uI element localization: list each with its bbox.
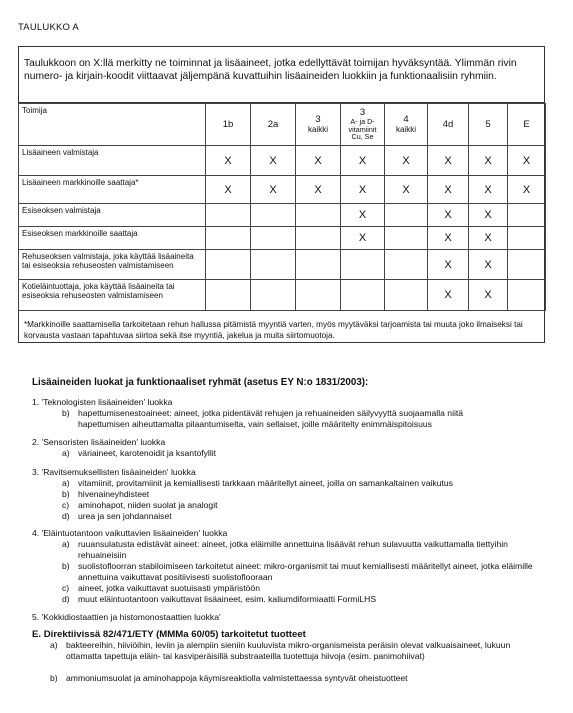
col-code: 3 [359,106,366,118]
item-key: c) [62,500,70,510]
mark-cell [296,250,341,280]
header-col-3-vitamins [341,104,385,146]
list-item [62,539,543,561]
col-sub: kaikki [395,124,416,134]
list-item [50,673,516,684]
list-item [50,640,516,662]
list-item [62,594,518,605]
mark-cell [296,204,341,227]
item-text: muut eläintuotantoon vaikuttavat lisäaineet, esim. kaliumdiformiaatti FormiLHS [78,594,377,604]
row-label: Rehuseoksen valmistaja, joka käyttää lisäaineita tai esiseoksia rehuseosten valmistamiseen [19,250,206,280]
mark-cell [251,280,296,311]
header-col-5 [469,104,508,146]
item-text: aineet, jotka vaikuttavat suotuisasti ympäristöön [78,583,260,593]
mark-cell: X [469,146,508,176]
item-text: bakteereihin, hiiviöihin, leviin ja alempiin sieniin kuuluvista mikro-organismeista peräisin olevat valkuaisaineet, lukuun ottamatta tapettuja eläin- tai kasviperäisillä substraateilla tuotettuja hiivoja (esim. panimohiivat) [66,640,511,661]
row-label: Esiseoksen markkinoille saattaja [19,227,206,250]
approval-table [18,103,546,311]
table-row [19,146,546,176]
item-key: b) [50,673,58,683]
col-code: 5 [485,118,491,130]
mark-cell [508,227,546,250]
list-item [62,500,498,511]
item-text: urea ja sen johdannaiset [78,511,172,521]
list-item [62,478,518,489]
table-header-row [19,104,546,146]
mark-cell: X [341,146,385,176]
mark-cell: X [251,176,296,204]
table-row [19,280,546,311]
col-code: 4 [403,113,409,125]
list-item [62,408,498,430]
table-footnote: *Markkinoille saattamisella tarkoitetaan rehun hallussa pitämistä myyntiä varten, myös myytäväksi tarjoamista tai muuta joko ilmaiseksi tai korvausta vastaan tapahtuvaa siirtoa sekä itse myyntiä, jakelua ja muita siirtomuotoja. [24,320,523,340]
item-key: a) [62,478,70,488]
row-label: Lisäaineen markkinoille saattaja* [19,176,206,204]
item-text: väriaineet, karotenoidit ja ksantofyllit [78,448,217,458]
mark-cell: X [428,204,469,227]
mark-cell [251,227,296,250]
mark-cell: X [469,204,508,227]
header-col-4-kaikki [385,104,428,146]
mark-cell: X [428,176,469,204]
table-row [19,250,546,280]
col-code: 4d [442,118,454,130]
mark-cell [341,250,385,280]
item-key: b) [62,561,70,571]
group-title-3: 3. 'Ravitsemuksellisten lisäaineiden' luokka [32,467,196,477]
mark-cell: X [428,250,469,280]
list-item [62,511,498,522]
col-code: 3 [315,113,321,125]
header-col-4d [428,104,469,146]
mark-cell: X [206,146,251,176]
mark-cell: X [296,146,341,176]
mark-cell: X [469,227,508,250]
mark-cell: X [385,146,428,176]
row-label: Kotieläintuottaja, joka käyttää lisäaineita tai esiseoksia rehuseosten valmistamiseen [19,280,206,311]
item-text: hapettumisenestoaineet: aineet, jotka pidentävät rehujen ja rehuaineiden säilyvyyttä suojaamalla niitä hapettumisen aiheuttamalta pilaantumiselta, vain sellaiset, joille määritelty enimmäispitoisuus [78,408,464,429]
mark-cell [206,280,251,311]
document-title: TAULUKKO A [18,22,79,33]
mark-cell [206,227,251,250]
item-key: a) [62,448,70,458]
mark-cell: X [341,227,385,250]
item-text: ruuansulatusta edistävät aineet: aineet, jotka eläimille annettuina lisäävät rehun sulavuutta vaikuttamalla tiettyihin rehuaineisiin [78,539,508,560]
header-col-2a [251,104,296,146]
table-row [19,176,546,204]
mark-cell: X [508,176,546,204]
mark-cell [296,280,341,311]
item-text: vitamiinit, provitamiinit ja kemiallisesti tarkkaan määritellyt aineet, joilla on samankaltainen vaikutus [78,478,453,488]
list-item [62,583,498,594]
table-row [19,227,546,250]
mark-cell: X [469,250,508,280]
header-col-e [508,104,546,146]
mark-cell [508,204,546,227]
mark-cell: X [341,176,385,204]
item-key: a) [50,640,58,650]
item-text: ammoniumsuolat ja aminohappoja käymisreaktiolla valmistettaessa syntyvät oheistuotteet [66,673,408,683]
header-col-3-kaikki [296,104,341,146]
item-text: aminohapot, niiden suolat ja analogit [78,500,218,510]
section-e-title: E. Direktiivissä 82/471/ETY (MMMa 60/05) tarkoitetut tuotteet [32,629,306,640]
mark-cell [385,250,428,280]
item-key: d) [62,594,70,604]
item-key: a) [62,539,70,549]
group-title-1: 1. 'Teknologisten lisäaineiden' luokka [32,397,173,407]
mark-cell: X [341,204,385,227]
mark-cell [385,204,428,227]
mark-cell [251,204,296,227]
group-title-5: 5. 'Kokkidiostaattien ja histomonostaattien luokka' [32,612,221,622]
col-sub-2: vitamiinit Cu, Se [348,124,377,142]
mark-cell: X [428,280,469,311]
list-item [62,489,498,500]
intro-text: Taulukkoon on X:llä merkitty ne toiminnat ja lisäaineet, jotka edellyttävät toimijan hyväksyntää. Ylimmän rivin numero- ja kirjain-koodit viittaavat jäljempänä kuvattuihin lisäaineiden luokkiin ja funktionaalisiin ryhmiin. [24,58,517,82]
list-item [62,561,543,583]
col-sub: A- ja D- [350,116,375,126]
mark-cell: X [508,146,546,176]
mark-cell [206,250,251,280]
mark-cell [296,227,341,250]
row-label: Esiseoksen valmistaja [19,204,206,227]
mark-cell [385,280,428,311]
mark-cell: X [385,176,428,204]
mark-cell [206,204,251,227]
mark-cell: X [428,146,469,176]
col-code: E [523,118,530,130]
item-key: d) [62,511,70,521]
mark-cell: X [251,146,296,176]
header-col-1b [206,104,251,146]
group-title-2: 2. 'Sensoristen lisäaineiden' luokka [32,437,166,447]
col-code: 2a [267,118,279,130]
section-title: Lisäaineiden luokat ja funktionaaliset ryhmät (asetus EY N:o 1831/2003): [32,377,369,388]
mark-cell [385,227,428,250]
item-text: hivenaineyhdisteet [78,489,150,499]
mark-cell [251,250,296,280]
item-key: c) [62,583,70,593]
item-key: b) [62,408,70,418]
mark-cell: X [296,176,341,204]
list-item [62,448,498,459]
table-row [19,204,546,227]
col-code: 1b [222,118,234,130]
mark-cell: X [469,280,508,311]
mark-cell: X [206,176,251,204]
item-key: b) [62,489,70,499]
col-sub: kaikki [307,124,328,134]
mark-cell [508,250,546,280]
mark-cell: X [428,227,469,250]
row-label: Lisäaineen valmistaja [19,146,206,176]
group-title-4: 4. 'Eläintuotantoon vaikuttavien lisäaineiden' luokka [32,528,228,538]
mark-cell [508,280,546,311]
mark-cell: X [469,176,508,204]
header-cell-toimija: Toimija [19,104,206,146]
item-text: suolistofloorran stabiloimiseen tarkoitetut aineet: mikro-organismit tai muut kemiallisesti määritellyt aineet, jotka eläimille annettuina vaikuttavat positiivisesti suolistoflooraan [78,561,533,582]
mark-cell [341,280,385,311]
